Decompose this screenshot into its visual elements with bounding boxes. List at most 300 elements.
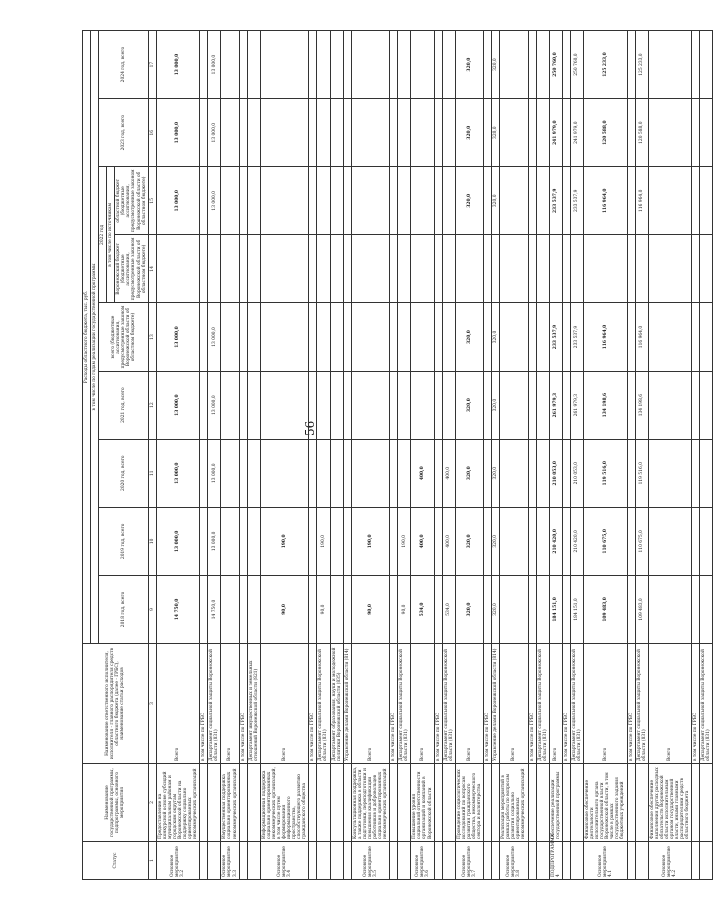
row-value: 261 979,3 xyxy=(549,371,562,439)
row-value: 534,0 xyxy=(411,575,434,643)
row-value xyxy=(317,439,330,507)
row-value xyxy=(562,439,570,507)
table-row xyxy=(492,31,500,880)
row-status xyxy=(528,842,536,880)
row-value xyxy=(343,575,351,643)
header-2020: 2020 год, всего xyxy=(99,439,149,507)
row-value xyxy=(692,371,700,439)
row-value xyxy=(484,31,492,99)
column-number: 3 xyxy=(148,644,156,764)
row-status xyxy=(434,842,442,880)
row-value xyxy=(648,439,692,507)
row-value xyxy=(343,507,351,575)
row-value xyxy=(700,167,713,235)
table-row xyxy=(156,31,200,880)
row-value xyxy=(247,235,260,303)
row-value xyxy=(317,303,330,371)
row-value: 233 537,9 xyxy=(549,303,562,371)
row-program-name xyxy=(317,764,330,842)
row-recipient: Всего xyxy=(584,644,628,764)
row-value xyxy=(492,235,500,303)
row-value: 190,0 xyxy=(317,507,330,575)
row-value xyxy=(648,575,692,643)
row-value xyxy=(627,31,635,99)
row-value: 320,0 xyxy=(492,31,500,99)
row-status xyxy=(442,842,455,880)
column-number: 15 xyxy=(148,167,156,235)
row-value xyxy=(200,439,208,507)
row-value xyxy=(411,167,434,235)
row-value xyxy=(528,371,536,439)
row-status xyxy=(390,842,398,880)
row-program-name: Реализация мероприятий в рамках работы по вопросам развития социально ориентированных некоммерческих организаций xyxy=(500,764,528,842)
row-value xyxy=(627,439,635,507)
row-value xyxy=(700,439,713,507)
row-value: 13 000,0 xyxy=(208,99,221,167)
row-value xyxy=(221,31,239,99)
table-row xyxy=(648,31,692,880)
row-recipient: Департамент социальной защиты Воронежской области (831) xyxy=(317,644,330,764)
table-row xyxy=(330,31,343,880)
row-value: 210 420,0 xyxy=(549,507,562,575)
row-value xyxy=(317,31,330,99)
row-value xyxy=(562,303,570,371)
row-value: 233 537,9 xyxy=(570,167,583,235)
row-value: 190,0 xyxy=(351,507,389,575)
row-value xyxy=(351,371,389,439)
row-recipient: в том числе по ГРБС xyxy=(692,644,700,764)
row-value: 400,0 xyxy=(442,439,455,507)
row-value xyxy=(500,167,528,235)
row-value xyxy=(221,575,239,643)
row-value xyxy=(309,575,317,643)
row-recipient: Всего xyxy=(156,644,200,764)
header-2022: 2022 год xyxy=(99,167,107,303)
budget-table xyxy=(82,30,713,880)
row-value xyxy=(239,235,247,303)
row-value xyxy=(247,371,260,439)
row-value xyxy=(648,167,692,235)
row-value: 320,0 xyxy=(492,99,500,167)
row-value xyxy=(398,167,411,235)
row-value xyxy=(536,371,549,439)
row-value xyxy=(562,99,570,167)
row-value xyxy=(330,439,343,507)
row-value xyxy=(484,575,492,643)
row-value: 320,0 xyxy=(492,371,500,439)
row-value xyxy=(549,235,562,303)
row-value xyxy=(700,303,713,371)
row-value xyxy=(700,575,713,643)
row-value xyxy=(317,167,330,235)
row-status xyxy=(239,842,247,880)
row-recipient: Департамент имущественных и земельных отношений Воронежской области (821) xyxy=(247,644,260,764)
row-program-name xyxy=(562,764,570,842)
table-row xyxy=(208,31,221,880)
row-value xyxy=(343,371,351,439)
row-program-name xyxy=(398,764,411,842)
row-value: 320,0 xyxy=(455,167,483,235)
row-program-name: Предоставление на конкурсной основе субсидий муниципальным районам и городским округам Воронежской области на поддержку социально ориентированных некоммерческих организаций xyxy=(156,764,200,842)
row-value xyxy=(221,235,239,303)
row-value xyxy=(309,99,317,167)
row-value: 14 750,0 xyxy=(208,575,221,643)
row-value xyxy=(442,31,455,99)
row-value xyxy=(200,99,208,167)
table-row xyxy=(455,31,483,880)
row-program-name xyxy=(390,764,398,842)
row-value xyxy=(484,439,492,507)
row-program-name xyxy=(536,764,549,842)
row-value xyxy=(351,99,389,167)
row-value xyxy=(528,303,536,371)
row-program-name xyxy=(343,764,351,842)
row-recipient: в том числе по ГРБС xyxy=(434,644,442,764)
table-row xyxy=(343,31,351,880)
row-value xyxy=(390,371,398,439)
table-row xyxy=(484,31,492,880)
row-program-name xyxy=(208,764,221,842)
row-value: 119 516,0 xyxy=(584,439,628,507)
table-row xyxy=(627,31,635,880)
row-value xyxy=(330,31,343,99)
row-value xyxy=(239,575,247,643)
row-value xyxy=(434,439,442,507)
row-program-name xyxy=(492,764,500,842)
row-value: 210 053,0 xyxy=(570,439,583,507)
row-status: Основное мероприятие 3.7 xyxy=(455,842,483,880)
column-number: 10 xyxy=(148,507,156,575)
row-value: 184 151,0 xyxy=(570,575,583,643)
row-value xyxy=(351,303,389,371)
row-value xyxy=(528,167,536,235)
row-value xyxy=(648,99,692,167)
row-value: 210 053,0 xyxy=(549,439,562,507)
row-value: 400,0 xyxy=(442,507,455,575)
row-program-name xyxy=(434,764,442,842)
row-value xyxy=(398,31,411,99)
row-value xyxy=(692,99,700,167)
row-value xyxy=(411,303,434,371)
row-value: 320,0 xyxy=(455,303,483,371)
row-value xyxy=(562,371,570,439)
row-value: 90,0 xyxy=(398,575,411,643)
row-value: 134 198,6 xyxy=(584,371,628,439)
row-value xyxy=(484,167,492,235)
table-row xyxy=(528,31,536,880)
row-value: 125 233,0 xyxy=(635,31,648,99)
row-recipient: Департамент социальной защиты Воронежской области (831) xyxy=(570,644,583,764)
row-value xyxy=(247,439,260,507)
row-value xyxy=(260,371,309,439)
row-value xyxy=(221,371,239,439)
row-value: 320,0 xyxy=(455,371,483,439)
row-recipient: Всего xyxy=(549,644,562,764)
row-value xyxy=(692,439,700,507)
row-value xyxy=(309,303,317,371)
row-value xyxy=(434,235,442,303)
row-value: 13 000,0 xyxy=(156,507,200,575)
row-value xyxy=(330,303,343,371)
header-incl-program: в том числе по годам реализации государственной программы xyxy=(91,31,99,644)
row-value xyxy=(528,439,536,507)
row-program-name xyxy=(247,764,260,842)
row-program-name: Консультационная поддержка, а также поддержка в области подготовки, переподготовки и повышения квалификации работников и добровольцев социально ориентированных некоммерческих организаций xyxy=(351,764,389,842)
table-row xyxy=(260,31,309,880)
row-value xyxy=(627,235,635,303)
row-status xyxy=(700,842,713,880)
row-value xyxy=(648,507,692,575)
row-value xyxy=(317,371,330,439)
row-value: 116 964,0 xyxy=(635,167,648,235)
column-number: 9 xyxy=(148,575,156,643)
row-value xyxy=(390,303,398,371)
table-row xyxy=(351,31,389,880)
row-value xyxy=(434,575,442,643)
row-recipient: в том числе по ГРБС xyxy=(627,644,635,764)
row-program-name xyxy=(627,764,635,842)
row-value xyxy=(239,31,247,99)
row-status xyxy=(570,842,583,880)
row-status xyxy=(692,842,700,880)
row-value xyxy=(239,439,247,507)
row-program-name: Имущественная поддержка социально ориентированных некоммерческих организаций xyxy=(221,764,239,842)
row-value xyxy=(562,31,570,99)
row-value xyxy=(343,235,351,303)
row-value xyxy=(500,99,528,167)
row-program-name xyxy=(330,764,343,842)
row-value xyxy=(247,31,260,99)
row-recipient: в том числе по ГРБС xyxy=(562,644,570,764)
row-value: 90,0 xyxy=(317,575,330,643)
row-value xyxy=(700,31,713,99)
row-value xyxy=(309,167,317,235)
row-status: Основное мероприятие 4.2 xyxy=(648,842,692,880)
row-value xyxy=(239,303,247,371)
row-recipient: Управление делами Воронежской области (814) xyxy=(343,644,351,764)
row-value: 400,0 xyxy=(411,507,434,575)
row-value xyxy=(500,371,528,439)
row-value xyxy=(700,371,713,439)
row-status: Основное мероприятие 3.3 xyxy=(221,842,239,880)
row-status xyxy=(247,842,260,880)
header-status: Статус xyxy=(83,842,149,880)
row-value xyxy=(484,507,492,575)
row-recipient: Всего xyxy=(648,644,692,764)
row-value: 13 000,0 xyxy=(156,303,200,371)
row-status: ПОДПРОГРАММА 4 xyxy=(549,842,562,880)
row-value xyxy=(239,167,247,235)
table-row xyxy=(411,31,434,880)
row-value xyxy=(390,31,398,99)
row-value xyxy=(700,507,713,575)
table-row xyxy=(247,31,260,880)
row-value xyxy=(239,371,247,439)
row-value xyxy=(536,235,549,303)
row-value xyxy=(208,235,221,303)
row-value xyxy=(536,99,549,167)
column-number: 13 xyxy=(148,303,156,371)
row-status xyxy=(627,842,635,880)
row-value: 13 000,0 xyxy=(156,99,200,167)
row-recipient: Департамент социальной защиты Воронежской области (831) xyxy=(208,644,221,764)
row-value xyxy=(484,371,492,439)
row-recipient: Департамент социальной защиты Воронежской области (831) xyxy=(536,644,549,764)
table-row xyxy=(434,31,442,880)
row-program-name xyxy=(700,764,713,842)
row-recipient: Департамент социальной защиты Воронежской области (831) xyxy=(442,644,455,764)
page-number: 56 xyxy=(303,420,317,436)
row-status: Основное мероприятие 4.1 xyxy=(584,842,628,880)
row-recipient: в том числе по ГРБС xyxy=(200,644,208,764)
row-value xyxy=(309,507,317,575)
row-value xyxy=(309,439,317,507)
row-value: 125 233,0 xyxy=(584,31,628,99)
row-program-name xyxy=(528,764,536,842)
row-value: 320,0 xyxy=(455,31,483,99)
row-value xyxy=(442,371,455,439)
row-value xyxy=(200,371,208,439)
row-value xyxy=(635,235,648,303)
row-value xyxy=(390,235,398,303)
row-value xyxy=(260,235,309,303)
row-value xyxy=(398,235,411,303)
table-row xyxy=(700,31,713,880)
row-value xyxy=(260,303,309,371)
row-value: 90,0 xyxy=(351,575,389,643)
row-value xyxy=(442,167,455,235)
row-value xyxy=(648,371,692,439)
row-value: 110 675,0 xyxy=(635,507,648,575)
row-value: 320,0 xyxy=(492,303,500,371)
row-value xyxy=(200,303,208,371)
row-status: Основное мероприятие 3.6 xyxy=(411,842,434,880)
table-row xyxy=(536,31,549,880)
row-value: 119 516,0 xyxy=(635,439,648,507)
row-value xyxy=(536,575,549,643)
row-value xyxy=(528,235,536,303)
row-value: 400,0 xyxy=(411,439,434,507)
row-value xyxy=(434,31,442,99)
row-program-name xyxy=(635,764,648,842)
row-value: 13 000,0 xyxy=(156,167,200,235)
row-value xyxy=(562,167,570,235)
table-row xyxy=(309,31,317,880)
row-value xyxy=(434,167,442,235)
row-recipient: Всего xyxy=(411,644,434,764)
row-value xyxy=(500,439,528,507)
column-number: 12 xyxy=(148,371,156,439)
row-value xyxy=(390,507,398,575)
row-status xyxy=(492,842,500,880)
row-value xyxy=(484,99,492,167)
row-value xyxy=(562,235,570,303)
row-value xyxy=(411,235,434,303)
row-value: 534,0 xyxy=(442,575,455,643)
row-value xyxy=(536,507,549,575)
row-status xyxy=(200,842,208,880)
row-value xyxy=(200,507,208,575)
row-value xyxy=(317,99,330,167)
row-program-name: Информационная поддержка социально ориентированных некоммерческих организаций, в том числе путем формирования информационного пространства, способствующего развитию гражданского общества xyxy=(260,764,309,842)
row-program-name: Проведение социологических исследований по вопросам развития гражданского общества, некоммерческого сектора и волонтерства xyxy=(455,764,483,842)
row-value xyxy=(484,303,492,371)
row-value: 13 000,0 xyxy=(156,31,200,99)
table-row xyxy=(692,31,700,880)
row-value xyxy=(627,167,635,235)
row-recipient: Департамент социальной защиты Воронежской области (831) xyxy=(398,644,411,764)
row-status: Основное мероприятие 3.8 xyxy=(500,842,528,880)
table-row xyxy=(221,31,239,880)
row-value: 241 979,0 xyxy=(549,99,562,167)
row-value xyxy=(692,575,700,643)
row-value xyxy=(398,303,411,371)
row-status xyxy=(330,842,343,880)
row-value xyxy=(200,167,208,235)
row-value xyxy=(351,167,389,235)
header-2019: 2019 год, всего xyxy=(99,507,149,575)
row-value xyxy=(330,371,343,439)
row-status xyxy=(309,842,317,880)
row-value xyxy=(351,31,389,99)
header-program-name: Наименование государственной программы, подпрограммы, основного мероприятия xyxy=(83,764,149,842)
row-value xyxy=(692,31,700,99)
row-program-name xyxy=(239,764,247,842)
row-value xyxy=(343,167,351,235)
row-value: 320,0 xyxy=(455,99,483,167)
header-spending-group: Расходы областного бюджета, тыс. руб. xyxy=(83,31,91,644)
row-value xyxy=(500,235,528,303)
row-value: 116 964,0 xyxy=(584,303,628,371)
row-recipient: Всего xyxy=(500,644,528,764)
row-value xyxy=(247,303,260,371)
row-value xyxy=(221,303,239,371)
row-value: 210 420,0 xyxy=(570,507,583,575)
row-value: 13 000,0 xyxy=(208,371,221,439)
row-recipient: Управление делами Воронежской области (814) xyxy=(492,644,500,764)
row-value xyxy=(528,99,536,167)
row-value: 13 000,0 xyxy=(208,167,221,235)
row-value xyxy=(648,31,692,99)
row-recipient: в том числе по ГРБС xyxy=(239,644,247,764)
row-recipient: Всего xyxy=(351,644,389,764)
row-value: 184 151,0 xyxy=(549,575,562,643)
row-recipient: Всего xyxy=(221,644,239,764)
row-value xyxy=(260,31,309,99)
row-value: 320,0 xyxy=(492,439,500,507)
row-value xyxy=(584,235,628,303)
row-status xyxy=(343,842,351,880)
header-2021-sub: всего (бюджетные ассигнования, предусмотренные законом Воронежской области об областном бюджете) xyxy=(99,303,149,371)
row-value xyxy=(247,167,260,235)
row-value xyxy=(627,507,635,575)
row-value xyxy=(528,31,536,99)
table-row xyxy=(200,31,208,880)
row-value: 320,0 xyxy=(492,575,500,643)
row-value: 250 760,0 xyxy=(570,31,583,99)
row-value xyxy=(247,99,260,167)
table-row xyxy=(398,31,411,880)
table-row xyxy=(239,31,247,880)
row-value: 190,0 xyxy=(398,507,411,575)
column-number: 1 xyxy=(148,842,156,880)
row-value: 120 588,0 xyxy=(635,99,648,167)
row-status xyxy=(317,842,330,880)
row-value xyxy=(330,507,343,575)
row-value: 250 760,0 xyxy=(549,31,562,99)
row-value xyxy=(247,507,260,575)
row-value xyxy=(648,303,692,371)
